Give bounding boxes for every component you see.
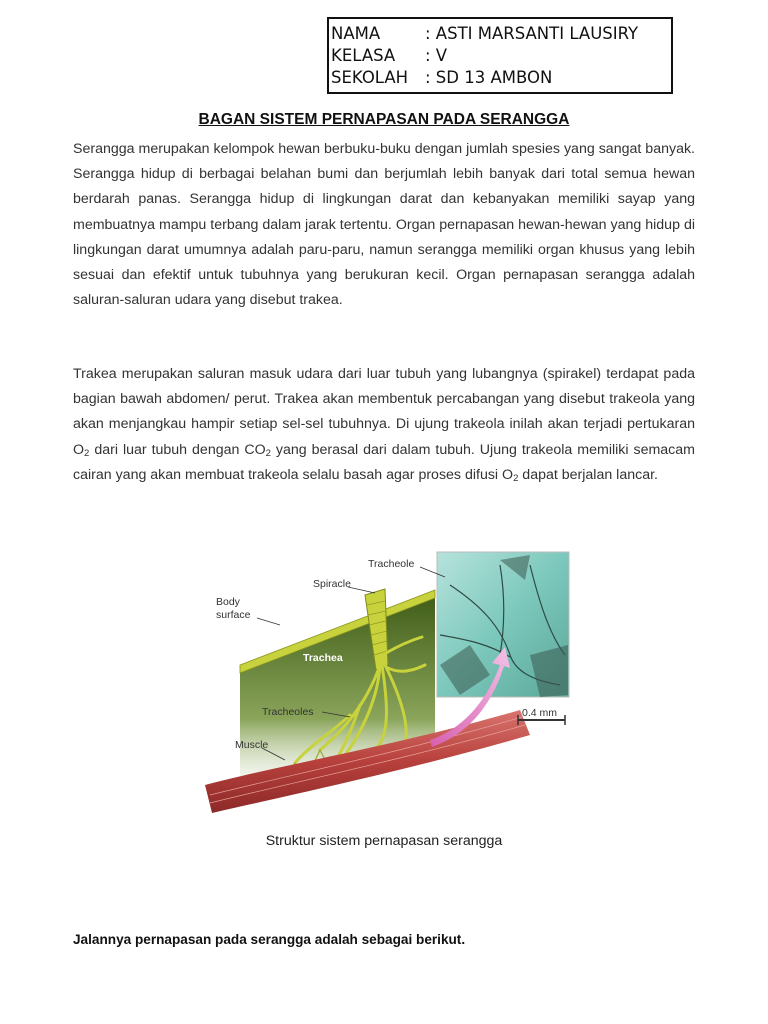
subscript-2: 2 [513,472,519,484]
paragraph-trachea-part4: dapat berjalan lancar. [518,466,658,483]
subscript-2: 2 [265,447,271,459]
student-info-box [327,17,673,94]
subscript-2: 2 [84,447,90,459]
paragraph-trachea-part3: yang berasal dari dalam tubuh. Ujung trakeola memiliki semacam cairan yang akan membuat trakeola selalu basah agar proses difusi O [73,441,695,483]
respiratory-diagram [200,545,580,815]
label-tracheoles: Tracheoles [262,706,314,718]
nama-value: : ASTI MARSANTI LAUSIRY [425,24,639,43]
paragraph-trachea-part1: Trakea merupakan saluran masuk udara dari luar tubuh yang lubangnya (spirakel) terdapat pada bagian bawah abdomen/ perut. Trakea akan membentuk percabangan yang disebut trakeola yang akan menjangkau hampir setiap sel-sel tubuhnya. Di ujung trakeola inilah akan terjadi pertukaran O [73,366,695,458]
label-surface: surface [216,609,251,621]
figure-caption: Struktur sistem pernapasan serangga [265,833,503,849]
section-heading: Jalannya pernapasan pada serangga adalah sebagai berikut. [73,932,466,947]
info-row-sekolah [331,67,671,89]
label-body: Body [216,596,240,608]
page-title: BAGAN SISTEM PERNAPASAN PADA SERANGGA [198,111,570,128]
nama-label: NAMA [331,24,381,43]
label-spiracle: Spiracle [313,578,351,590]
sekolah-label: SEKOLAH [331,68,409,87]
label-trachea: Trachea [303,652,343,664]
label-scale: 0.4 mm [522,707,558,719]
sekolah-value: : SD 13 AMBON [425,68,553,87]
label-tracheole: Tracheole [368,558,415,570]
info-row-nama [331,23,671,45]
paragraph-intro: Serangga merupakan kelompok hewan berbuku-buku dengan jumlah spesies yang sangat banyak. Serangga hidup di berbagai belahan bumi dan berjumlah lebih banyak dari total semua hewan berdarah panas. Serangga hidup di lingkungan darat dan kebanyakan memiliki sayap yang membuatnya mampu terbang dalam jarak tertentu. Organ pernapasan hewan-hewan yang hidup di lingkungan darat umumnya adalah paru-paru, namun serangga memiliki organ khusus yang lebih sesuai dan efektif untuk tubuhnya yang berukuran kecil. Organ pernapasan serangga adalah saluran-saluran udara yang disebut trakea. [73,141,695,309]
paragraph-trachea-part2: dari luar tubuh dengan CO [89,441,266,458]
info-row-kelas [331,45,671,67]
kelas-label: KELASA [331,46,396,65]
paragraph-trachea [73,362,695,488]
kelas-value: : V [425,46,448,65]
label-muscle: Muscle [235,739,269,751]
